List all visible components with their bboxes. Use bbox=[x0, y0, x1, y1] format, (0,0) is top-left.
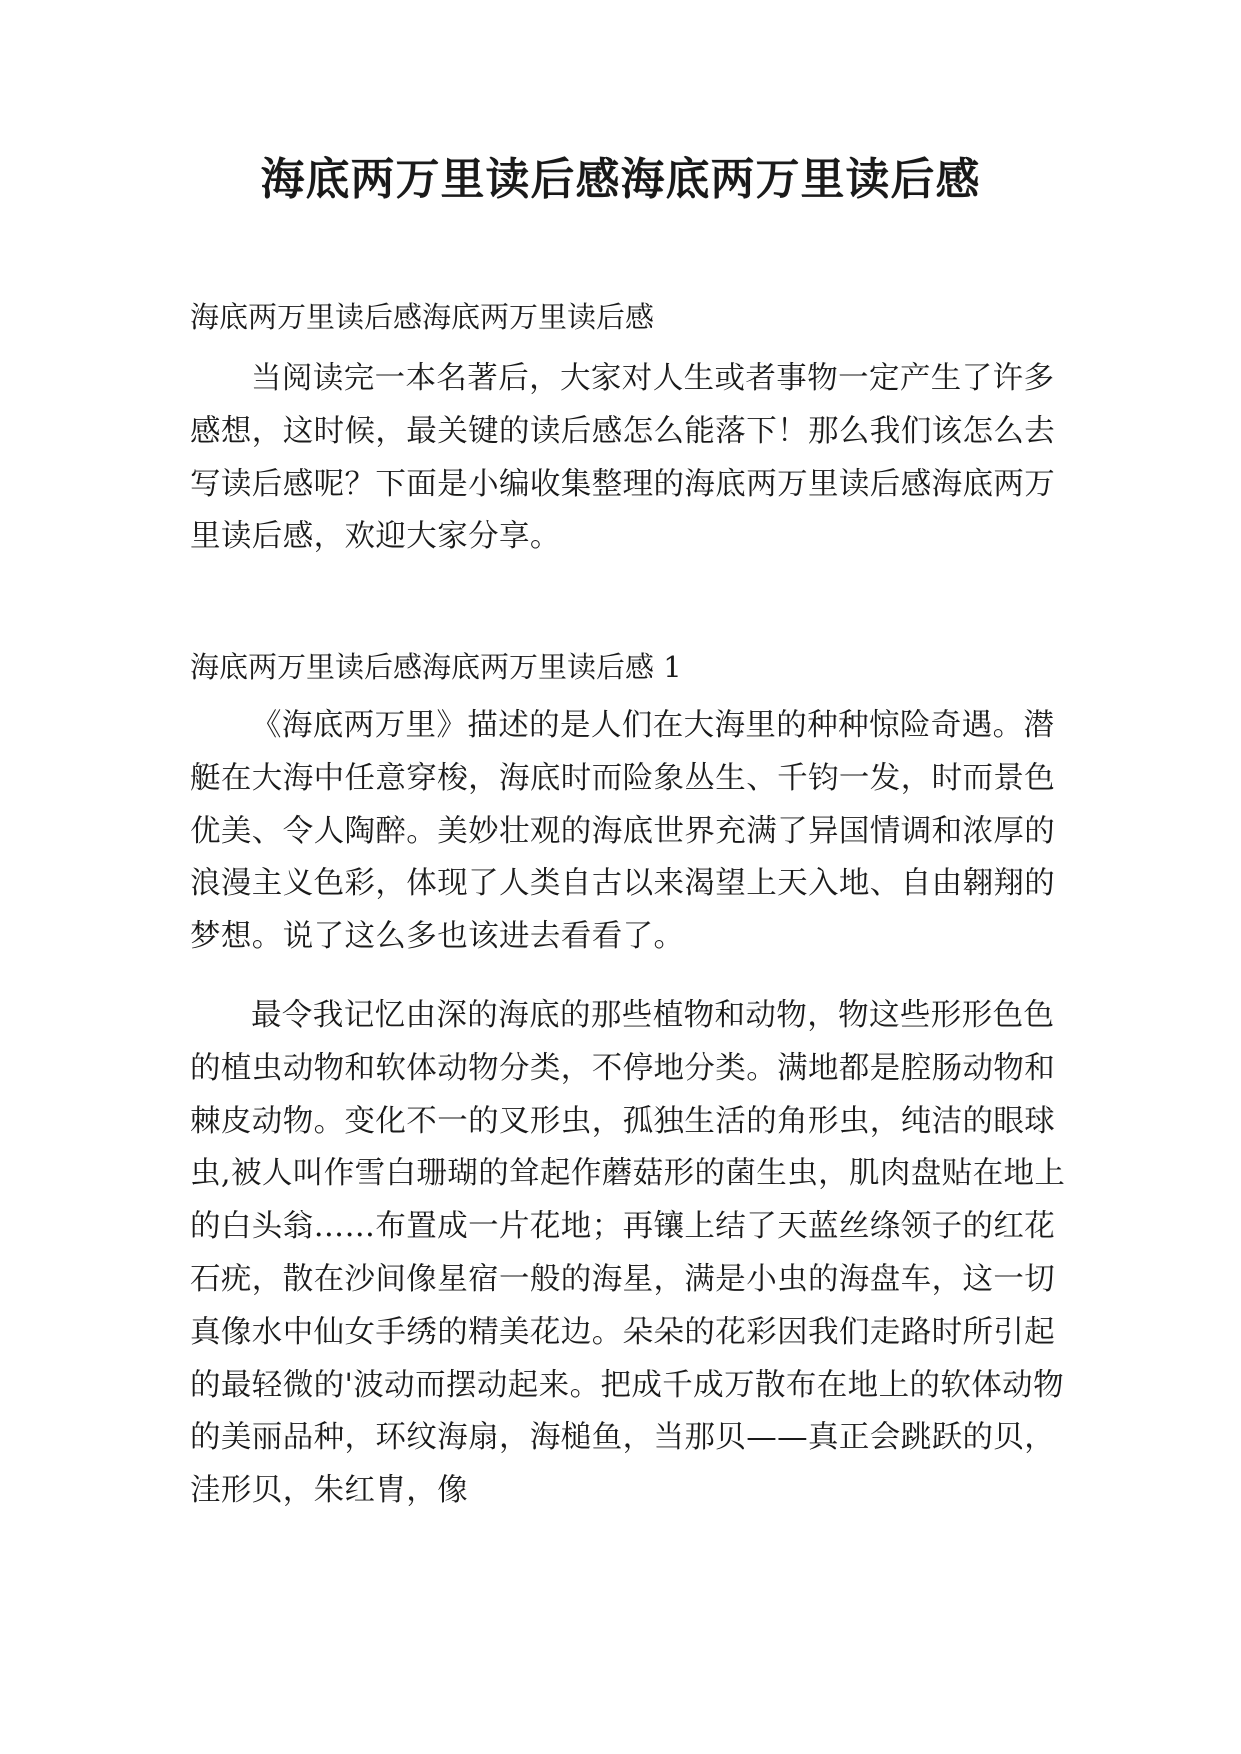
intro-paragraph: 当阅读完一本名著后，大家对人生或者事物一定产生了许多感想，这时候，最关键的读后感怎么能落下！那么我们该怎么去写读后感呢？下面是小编收集整理的海底两万里读后感海底两万里读后感，欢迎大家分享。 bbox=[190, 361, 1056, 555]
document-title: 海底两万里读后感海底两万里读后感 bbox=[260, 154, 981, 205]
section-heading: 海底两万里读后感海底两万里读后感 bbox=[190, 300, 655, 334]
body-paragraph: 最令我记忆由深的海底的那些植物和动物，物这些形形色色的植虫动物和软体动物分类，不停地分类。满地都是腔肠动物和棘皮动物。变化不一的叉形虫，孤独生活的角形虫，纯洁的眼球虫,被人叫作雪白珊瑚的耸起作蘑菇形的菌生虫，肌肉盘贴在地上的白头翁……布置成一片花地；再镶上结了天蓝丝绦领子的红花石疣，散在沙间像星宿一般的海星，满是小虫的海盘车，这一切真像水中仙女手绣的精美花边。朵朵的花彩因我们走路时所引起的最轻微的'波动而摆动起来。把成千成万散布在地上的软体动物的美丽品种，环纹海扇，海槌鱼，当那贝——真正会跳跃的贝，洼形贝，朱红胄，像 bbox=[190, 998, 1066, 1509]
body-paragraph: 《海底两万里》描述的是人们在大海里的种种惊险奇遇。潜艇在大海中任意穿梭，海底时而险象丛生、千钧一发，时而景色优美、令人陶醉。美妙壮观的海底世界充满了异国情调和浓厚的浪漫主义色彩，体现了人类自古以来渴望上天入地、自由翱翔的梦想。说了这么多也该进去看看了。 bbox=[190, 708, 1056, 955]
section-heading: 海底两万里读后感海底两万里读后感 1 bbox=[190, 650, 682, 684]
